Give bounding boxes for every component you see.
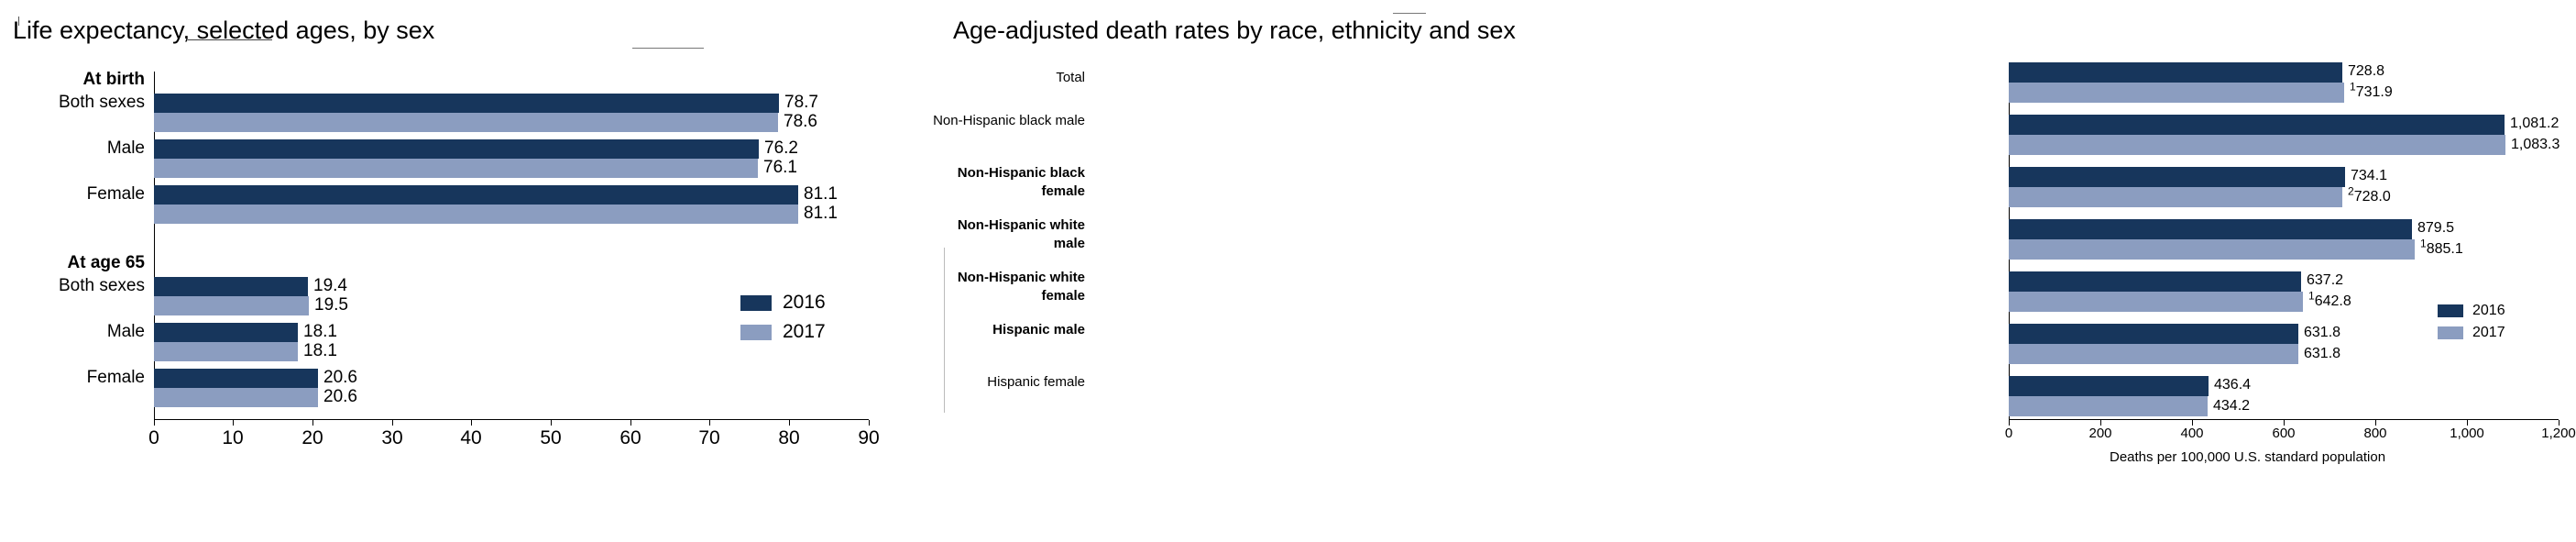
- x-tick-label: 50: [540, 427, 562, 448]
- section-label-at-birth: At birth: [82, 70, 145, 89]
- bar-group-at-birth-male: [154, 139, 869, 178]
- x-tick-label: 70: [698, 427, 720, 448]
- bar-value-2017: [2308, 289, 2351, 311]
- plot-area-life-expectancy: [148, 72, 880, 448]
- section-label-at-age-65: At age 65: [67, 253, 145, 272]
- x-tick-mark: [869, 420, 870, 426]
- bar-value-2017: 81.1: [804, 204, 838, 223]
- x-tick-label: 0: [2004, 426, 2013, 441]
- bar-value-2016: 728.8: [2348, 63, 2385, 79]
- bar-value-2017: 1,083.3: [2511, 137, 2560, 152]
- category-label-nh-white-female: Non-Hispanic white female: [957, 270, 1085, 304]
- bar-value-2016: 19.4: [313, 276, 347, 295]
- bar-2016: [2009, 167, 2345, 187]
- bar-value-2017: 631.8: [2304, 346, 2341, 361]
- bar-2017: [2009, 83, 2344, 103]
- bar-value-2017: 434.2: [2213, 398, 2251, 414]
- chart-panel-life-expectancy: [0, 0, 926, 542]
- bar-2016: [2009, 271, 2301, 292]
- bar-2017: [154, 296, 309, 315]
- bar-2017: [2009, 292, 2303, 312]
- bar-value-2017: 20.6: [323, 387, 357, 406]
- category-label-hispanic-male: Hispanic male: [992, 322, 1085, 337]
- chart-panel-death-rates: [926, 0, 2576, 542]
- x-tick-label: 30: [381, 427, 403, 448]
- legend-item-2016: [740, 292, 826, 314]
- chart-title-life-expectancy: Life expectancy, selected ages, by sex: [13, 17, 435, 44]
- bar-value-2016: 1,081.2: [2510, 116, 2560, 131]
- x-tick-label: 10: [222, 427, 244, 448]
- bar-value-2016: 734.1: [2351, 168, 2388, 183]
- bar-2016: [154, 323, 298, 342]
- category-label-at-birth-both-sexes: Both sexes: [59, 93, 145, 112]
- bar-value-2017-text: 885.1: [2426, 241, 2463, 257]
- bar-2016: [154, 94, 779, 113]
- bar-value-2016: 81.1: [804, 184, 838, 204]
- x-tick-mark: [551, 420, 552, 426]
- x-tick-mark: [789, 420, 790, 426]
- bar-2016: [154, 139, 759, 159]
- bar-2016: [2009, 324, 2298, 344]
- bar-group-age65-female: [154, 369, 869, 407]
- bar-group-hispanic-female: [2009, 376, 2559, 415]
- bar-value-2017: 19.5: [314, 295, 348, 315]
- bar-value-2017: 18.1: [303, 341, 337, 360]
- category-label-age65-female: Female: [86, 368, 145, 387]
- x-tick-label: 1,000: [2450, 426, 2484, 441]
- bar-group-at-birth-female: [154, 185, 869, 224]
- legend-label-2016: 2016: [783, 292, 826, 313]
- bar-2016: [2009, 219, 2412, 239]
- bar-group-total: [2009, 62, 2559, 101]
- bar-value-2017-text: 642.8: [2314, 293, 2351, 309]
- bar-group-at-birth-both-sexes: [154, 94, 869, 132]
- x-axis-label: Deaths per 100,000 U.S. standard population: [2110, 449, 2386, 465]
- category-label-nh-white-male: Non-Hispanic white male: [957, 217, 1085, 251]
- bar-2017: [154, 205, 798, 224]
- category-label-nh-black-male: Non-Hispanic black male: [933, 113, 1085, 128]
- bar-value-2017: [2350, 80, 2393, 102]
- x-tick-mark: [312, 420, 313, 426]
- chart-title-death-rates: Age-adjusted death rates by race, ethnicity and sex: [953, 17, 1516, 44]
- x-tick-label: 60: [619, 427, 641, 448]
- x-tick-label: 600: [2272, 426, 2296, 441]
- category-label-total: Total: [1056, 70, 1085, 85]
- x-axis-line: [154, 419, 869, 420]
- bar-value-2016: 631.8: [2304, 325, 2341, 340]
- bar-2016: [2009, 376, 2209, 396]
- bar-2017: [154, 159, 758, 178]
- bar-value-2016: 78.7: [784, 93, 818, 112]
- x-tick-label: 90: [858, 427, 880, 448]
- bar-2016: [2009, 62, 2342, 83]
- legend-death-rates: [2438, 303, 2505, 348]
- legend-item-2017: [740, 321, 826, 343]
- bar-2017: [154, 342, 298, 361]
- x-tick-mark: [154, 420, 155, 426]
- bar-2016: [154, 277, 308, 296]
- bar-2016: [2009, 115, 2505, 135]
- category-label-at-birth-male: Male: [106, 138, 145, 158]
- legend-life-expectancy: [740, 292, 826, 350]
- bar-value-2017-text: 728.0: [2353, 189, 2391, 205]
- category-label-at-birth-female: Female: [86, 184, 145, 204]
- legend-label-2017: 2017: [2472, 325, 2505, 340]
- category-label-age65-both-sexes: Both sexes: [59, 276, 145, 295]
- x-tick-mark: [233, 420, 234, 426]
- x-tick-mark: [392, 420, 393, 426]
- x-tick-label: 20: [301, 427, 323, 448]
- bar-value-2017: 78.6: [784, 112, 817, 131]
- bar-value-2016: 879.5: [2417, 220, 2455, 236]
- bar-2017: [154, 113, 778, 132]
- x-tick-label: 40: [460, 427, 482, 448]
- bar-2017: [2009, 135, 2505, 155]
- bar-value-2017-text: 731.9: [2355, 84, 2393, 100]
- bar-value-2016: 20.6: [323, 368, 357, 387]
- x-tick-mark: [709, 420, 710, 426]
- bar-value-2017: [2420, 239, 2463, 259]
- category-label-nh-black-female: Non-Hispanic black female: [957, 165, 1085, 199]
- category-label-age65-male: Male: [106, 322, 145, 341]
- x-tick-mark: [630, 420, 631, 426]
- bar-value-2016: 18.1: [303, 322, 337, 341]
- legend-label-2017: 2017: [783, 321, 826, 342]
- bar-2016: [154, 185, 798, 205]
- legend-swatch-2016: [2438, 304, 2463, 317]
- plot-area-death-rates: [2004, 62, 2576, 465]
- bar-value-2016: 76.2: [764, 138, 798, 158]
- legend-item-2017: [2438, 325, 2505, 341]
- x-tick-label: 800: [2363, 426, 2387, 441]
- bar-2017: [2009, 396, 2208, 416]
- bar-2017: [2009, 239, 2415, 260]
- x-tick-mark: [471, 420, 472, 426]
- legend-swatch-2017: [740, 325, 772, 340]
- footnote-marker: 1: [2350, 80, 2356, 94]
- x-tick-label: 80: [778, 427, 800, 448]
- x-tick-label: 0: [148, 427, 159, 448]
- x-tick-label: 200: [2088, 426, 2112, 441]
- category-label-hispanic-female: Hispanic female: [987, 374, 1085, 390]
- bar-group-nh-black-male: [2009, 115, 2559, 153]
- bar-2017: [2009, 187, 2342, 207]
- footnote-marker: 1: [2308, 289, 2315, 303]
- legend-swatch-2017: [2438, 326, 2463, 339]
- legend-label-2016: 2016: [2472, 303, 2505, 318]
- bar-2017: [154, 388, 318, 407]
- footnote-marker: 1: [2420, 237, 2427, 250]
- bar-group-nh-white-male: [2009, 219, 2559, 258]
- bar-group-nh-black-female: [2009, 167, 2559, 205]
- bar-value-2017: [2348, 184, 2391, 206]
- legend-item-2016: [2438, 303, 2505, 319]
- legend-swatch-2016: [740, 295, 772, 311]
- bar-value-2017: 76.1: [763, 158, 797, 177]
- bar-2016: [154, 369, 318, 388]
- x-tick-label: 1,200: [2541, 426, 2576, 441]
- bar-value-2016: 637.2: [2307, 272, 2344, 288]
- footnote-marker: 2: [2348, 184, 2354, 198]
- bar-value-2016: 436.4: [2214, 377, 2252, 393]
- x-tick-label: 400: [2180, 426, 2204, 441]
- bar-2017: [2009, 344, 2298, 364]
